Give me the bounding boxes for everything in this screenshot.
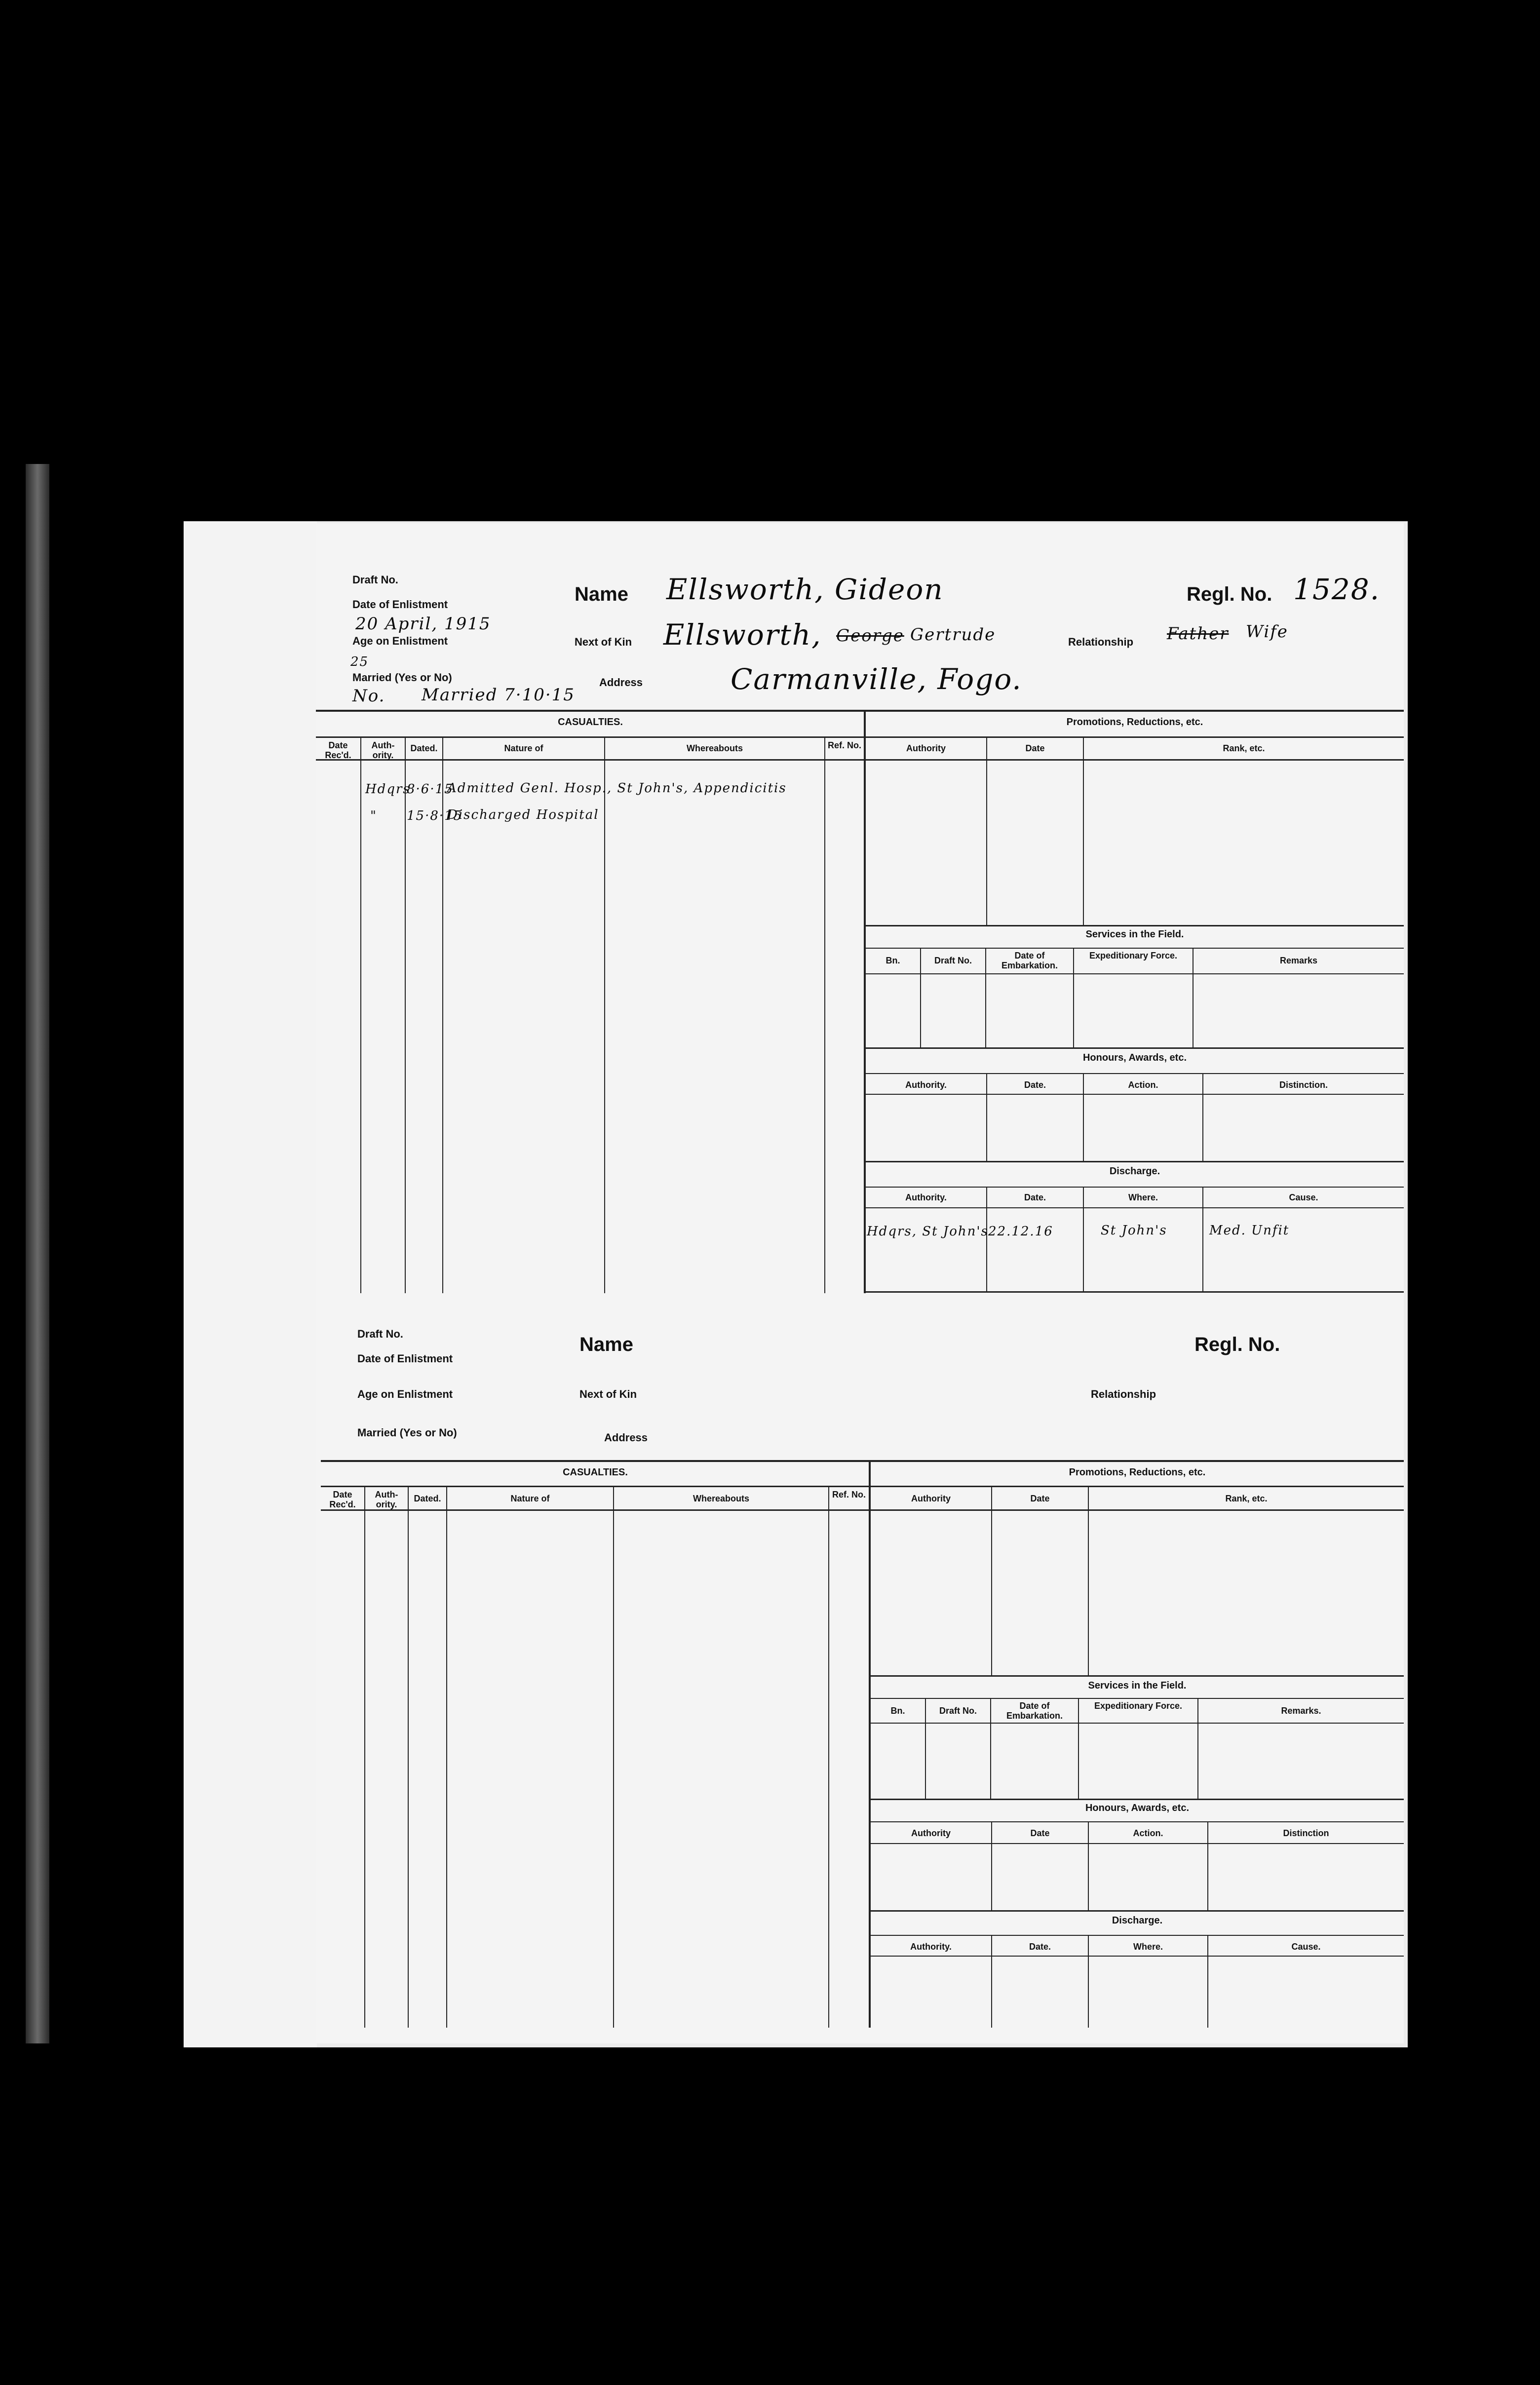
col-rule [1078,1698,1079,1800]
col-distinction: Distinction [1283,1828,1329,1838]
col-distinction: Distinction. [1279,1080,1328,1090]
scanner-edge-strip [26,464,49,2043]
draft-no-label: Draft No. [352,574,398,586]
col-embarkation: Date of Embarkation. [1006,1701,1063,1721]
date-of-enlistment-label: Date of Enlistment [357,1352,453,1365]
soldier-name-value: Ellsworth, Gideon [666,573,944,606]
col-rule [405,736,406,1293]
honours-top-rule [871,1799,1404,1800]
col-authority: Authority [911,1494,951,1503]
services-header-rule [866,948,1404,949]
col-rule [408,1486,409,2028]
services-col-rule [866,973,1404,974]
married-note-value: Married 7·10·15 [422,685,575,705]
col-rule [990,1698,991,1800]
col-rule [604,736,605,1293]
col-nature-of: Nature of [504,743,543,753]
col-rule [986,736,987,926]
discharge-where-value: St John's [1101,1223,1167,1238]
next-of-kin-struck-value: George [836,626,904,646]
column-header-bottom-rule [321,1509,1404,1511]
col-cause: Cause. [1289,1192,1318,1202]
col-date-recd: Date Rec'd. [325,740,351,760]
casualty-authority: Hdqrs [365,782,411,797]
col-rule [1197,1698,1198,1800]
col-authority: Authority [911,1828,951,1838]
address-label: Address [599,676,643,689]
discharge-header-rule [866,1187,1404,1188]
col-authority: Authority. [905,1192,947,1202]
honours-title: Honours, Awards, etc. [1082,1052,1187,1063]
col-rule [1083,1073,1084,1162]
section-divider [864,710,866,1293]
col-draft-no: Draft No. [939,1706,977,1716]
services-top-rule [871,1675,1404,1677]
relationship-value: Wife [1246,622,1288,642]
col-rule [1073,948,1074,1048]
honours-col-rule [871,1843,1404,1844]
col-draft-no: Draft No. [934,956,972,965]
honours-header-rule [866,1073,1404,1074]
casualty-authority: " [370,808,377,823]
record-page [316,523,1404,2043]
col-rule [1202,1073,1203,1162]
married-label: Married (Yes or No) [357,1426,457,1439]
married-value: No. [352,686,385,706]
col-rule [360,736,361,1293]
col-rule [1207,1821,1208,1911]
next-of-kin-surname-value: Ellsworth, [663,618,822,652]
col-rule [828,1486,829,2028]
discharge-col-rule [866,1207,1404,1208]
col-rule [920,948,921,1048]
col-remarks: Remarks [1279,956,1318,965]
binder-margin [184,521,317,2047]
col-rule [613,1486,614,2028]
col-rule [991,1821,992,1911]
binder-hole [115,1802,166,1853]
next-of-kin-label: Next of Kin [575,636,632,648]
col-date: Date. [1024,1192,1046,1202]
name-label: Name [579,1334,633,1355]
col-date: Date [1030,1494,1050,1503]
col-where: Where. [1133,1942,1163,1952]
casualties-title: CASUALTIES. [563,1467,628,1478]
discharge-top-rule [866,1161,1404,1162]
binder-hole [115,1441,166,1493]
discharge-authority-value: Hdqrs, St John's [867,1224,989,1239]
col-whereabouts: Whereabouts [693,1494,749,1503]
binder-hole [115,731,166,782]
col-rule [1088,1935,1089,2028]
header-rule [316,710,1404,712]
discharge-col-rule [871,1956,1404,1957]
honours-col-rule [866,1094,1404,1095]
enlistment-date-value: 20 April, 1915 [355,614,491,634]
discharge-top-rule [871,1910,1404,1912]
promotions-title: Promotions, Reductions, etc. [1066,717,1203,728]
regl-no-value: 1528. [1293,573,1381,606]
regl-no-label: Regl. No. [1187,583,1272,605]
services-title: Services in the Field. [1085,929,1184,940]
discharge-date-value: 22.12.16 [988,1224,1053,1239]
discharge-cause-value: Med. Unfit [1209,1223,1290,1238]
age-value: 25 [350,654,369,669]
age-on-enlistment-label: Age on Enlistment [357,1388,453,1400]
col-rule [1193,948,1194,1048]
next-of-kin-label: Next of Kin [579,1388,637,1400]
col-rule [925,1698,926,1800]
col-authority: Authority. [905,1080,947,1090]
col-rank: Rank, etc. [1223,743,1265,753]
card-bottom-rule [866,1291,1404,1293]
services-title: Services in the Field. [1088,1680,1187,1691]
discharge-title: Discharge. [1109,1166,1160,1177]
column-header-rule [321,1486,1404,1487]
relationship-struck-value: Father [1167,624,1229,644]
col-rule [1088,1821,1089,1911]
col-date-recd: Date Rec'd. [329,1490,356,1509]
promotions-title: Promotions, Reductions, etc. [1069,1467,1206,1478]
col-date: Date [1030,1828,1050,1838]
age-on-enlistment-label: Age on Enlistment [352,635,448,647]
address-label: Address [604,1431,648,1444]
casualties-title: CASUALTIES. [558,717,623,728]
col-rule [985,948,986,1048]
col-rule [824,736,825,1293]
col-bn: Bn. [886,956,900,965]
honours-header-rule [871,1821,1404,1822]
honours-title: Honours, Awards, etc. [1085,1803,1190,1813]
casualty-nature: Admitted Genl. Hosp., St John's, Appendicitis [447,781,787,796]
col-rule [1088,1486,1089,1676]
honours-top-rule [866,1047,1404,1049]
column-header-bottom-rule [316,759,1404,761]
col-nature-of: Nature of [510,1494,550,1503]
column-header-rule [316,736,1404,738]
col-action: Action. [1133,1828,1163,1838]
address-value: Carmanville, Fogo. [731,662,1022,696]
col-rule [364,1486,365,2028]
col-authority: Authority. [910,1942,952,1952]
discharge-title: Discharge. [1112,1915,1163,1926]
col-rule [1207,1935,1208,2028]
col-authority: Auth-ority. [375,1490,398,1509]
casualty-dated: 8·6·15 [407,782,454,797]
col-remarks: Remarks. [1281,1706,1321,1716]
col-rule [1083,736,1084,926]
discharge-header-rule [871,1935,1404,1936]
col-rule [1083,1187,1084,1292]
col-dated: Dated. [410,743,438,753]
col-cause: Cause. [1291,1942,1321,1952]
married-label: Married (Yes or No) [352,671,452,684]
col-expeditionary-force: Expeditionary Force. [1094,1701,1183,1711]
services-top-rule [866,925,1404,926]
services-col-rule [871,1723,1404,1724]
service-card-blank [316,1303,1404,2073]
header-rule [321,1460,1404,1462]
col-dated: Dated. [414,1494,441,1503]
binder-hole [115,1088,166,1139]
date-of-enlistment-label: Date of Enlistment [352,598,448,611]
col-rule [446,1486,447,2028]
services-header-rule [871,1698,1404,1699]
col-rule [1202,1187,1203,1292]
relationship-label: Relationship [1091,1388,1156,1400]
col-action: Action. [1128,1080,1158,1090]
col-where: Where. [1128,1192,1158,1202]
col-rule [991,1486,992,1676]
col-bn: Bn. [890,1706,905,1716]
col-rank: Rank, etc. [1225,1494,1268,1503]
next-of-kin-name-value: Gertrude [910,625,996,645]
col-authority: Auth-ority. [371,740,395,760]
casualty-nature: Discharged Hospital [447,808,599,822]
col-whereabouts: Whereabouts [686,743,743,753]
col-ref-no: Ref. No. [832,1490,866,1500]
regl-no-label: Regl. No. [1194,1334,1280,1355]
casualty-dated: 15·8·15 [407,808,463,823]
draft-no-label: Draft No. [357,1328,403,1340]
col-embarkation: Date of Embarkation. [1001,951,1058,970]
col-rule [986,1187,987,1292]
col-date: Date [1025,743,1045,753]
col-ref-no: Ref. No. [827,740,861,750]
col-authority: Authority [906,743,946,753]
service-card-filled [316,523,1404,1293]
relationship-label: Relationship [1068,636,1134,648]
col-date: Date. [1024,1080,1046,1090]
col-rule [991,1935,992,2028]
col-date: Date. [1029,1942,1051,1952]
col-rule [986,1073,987,1162]
col-expeditionary-force: Expeditionary Force. [1089,951,1178,961]
name-label: Name [575,583,628,605]
